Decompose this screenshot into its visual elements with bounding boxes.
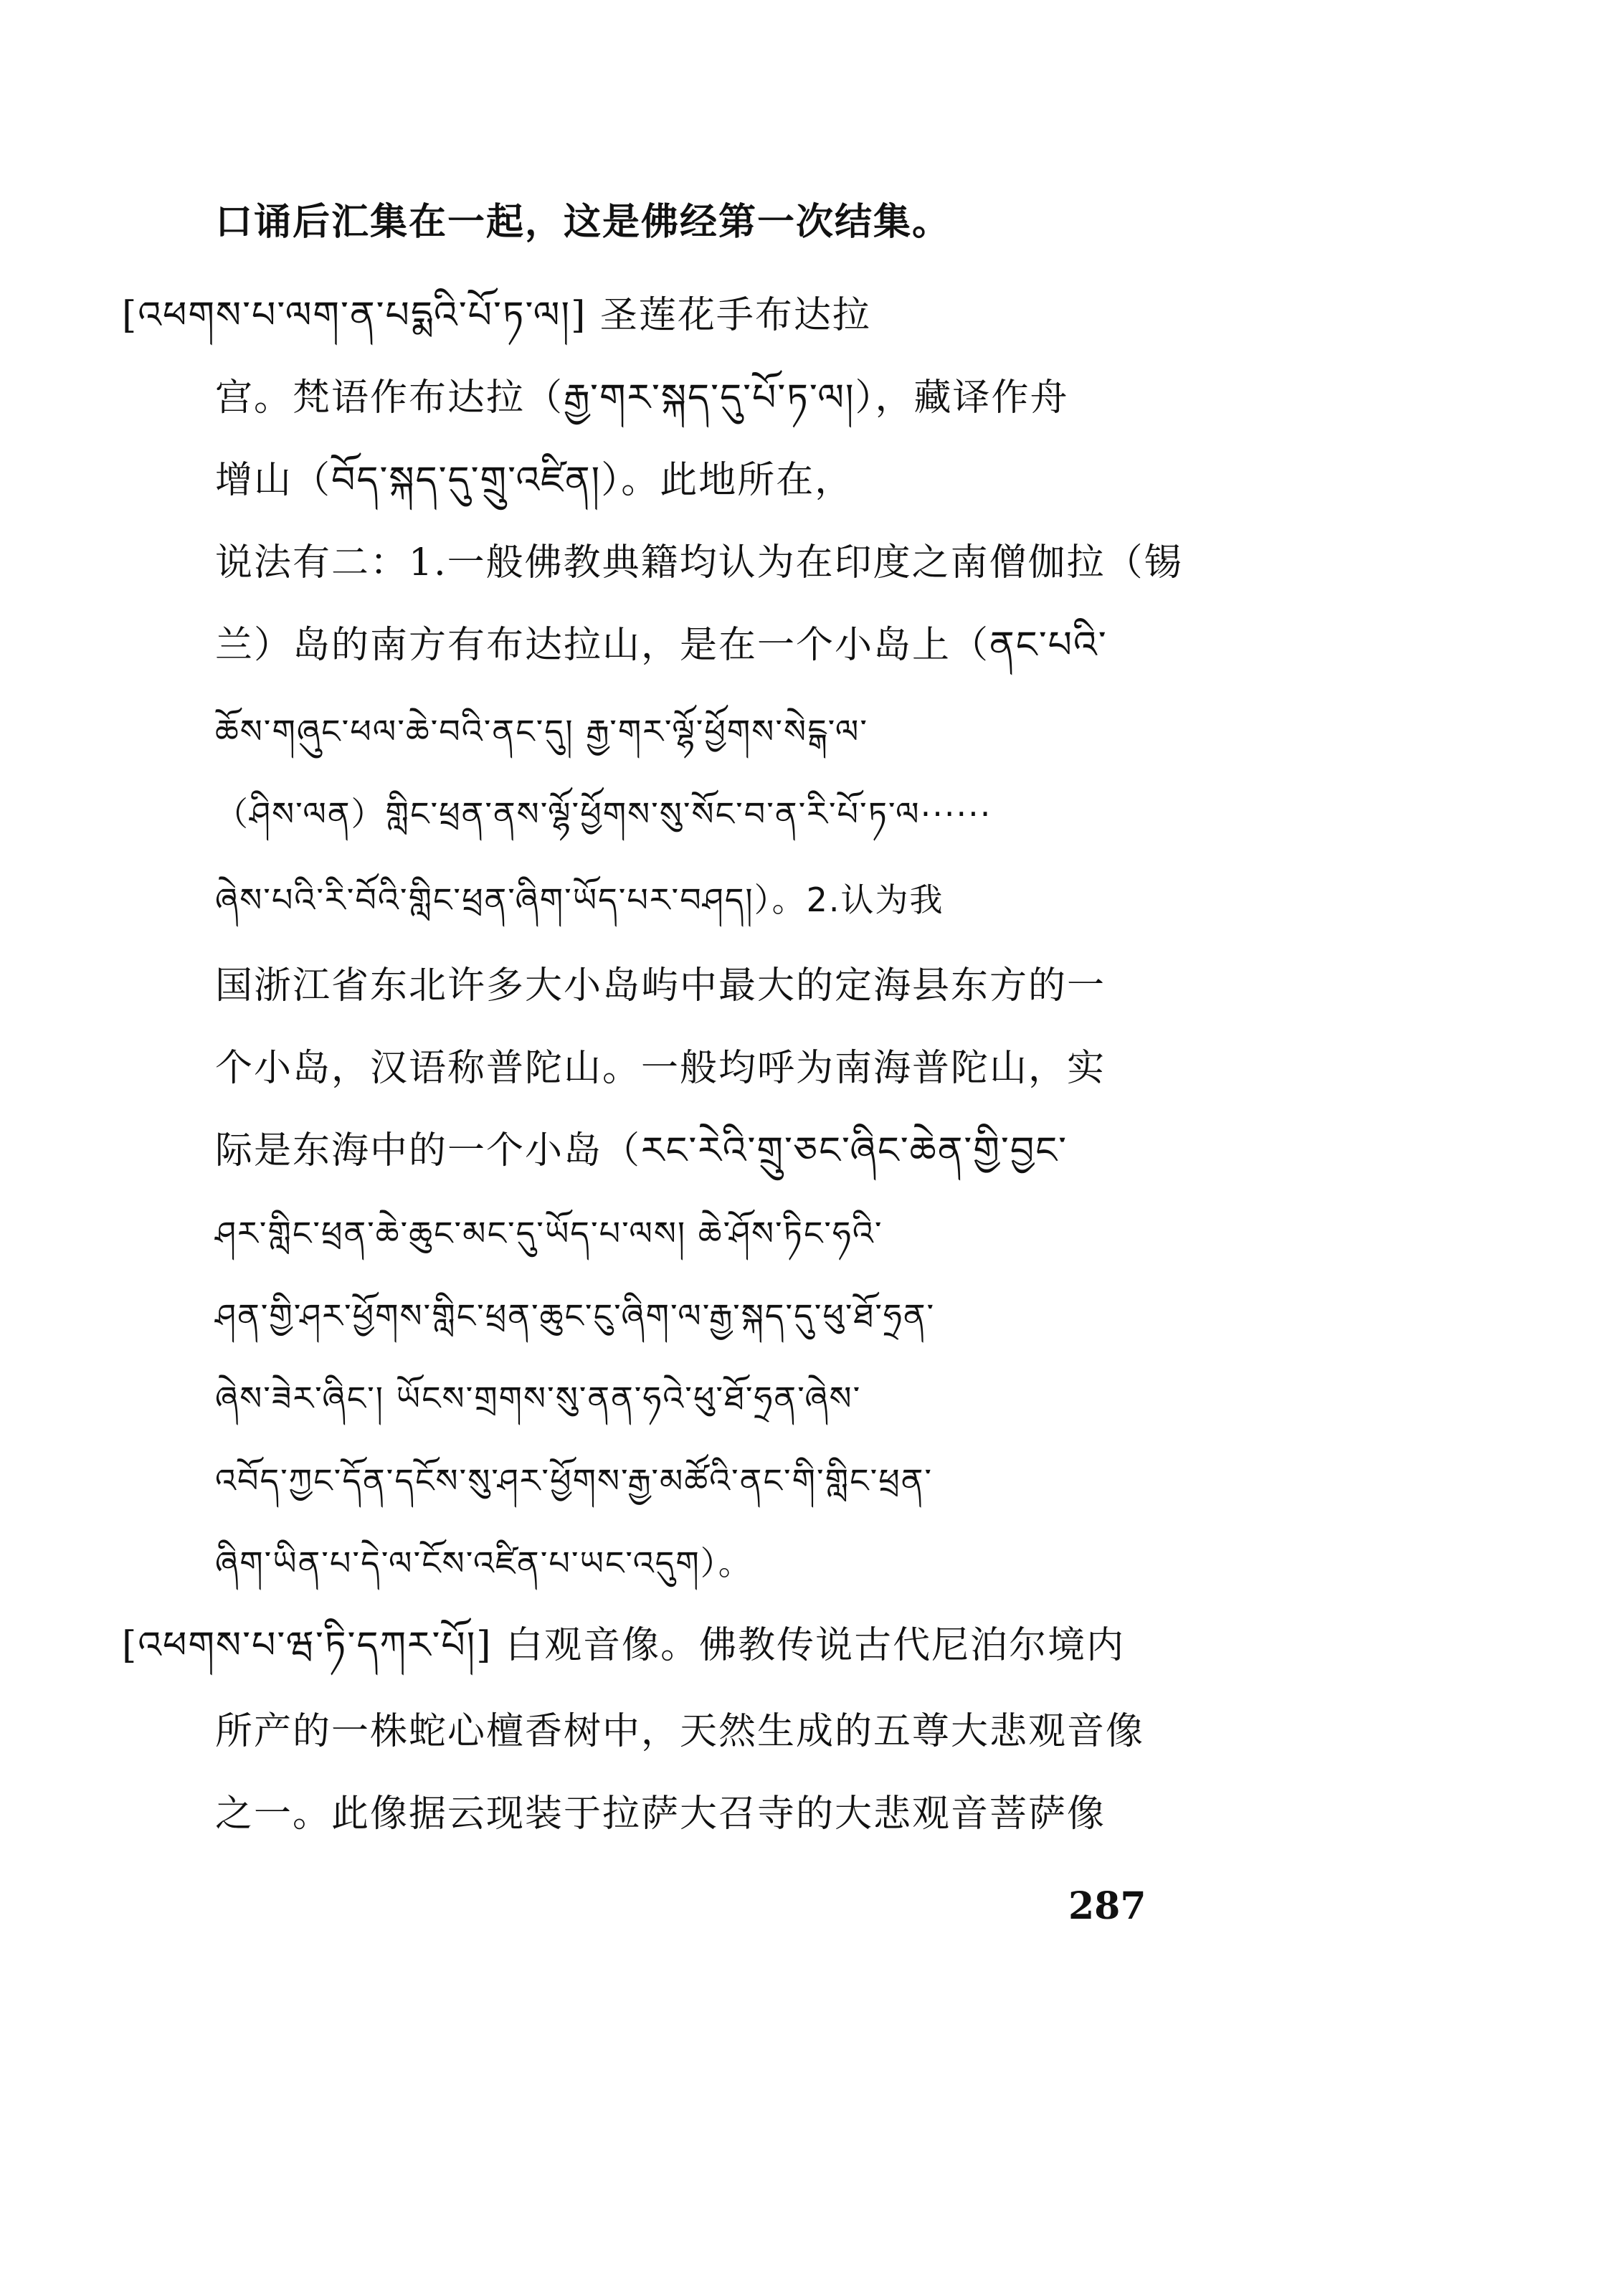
text-line-7: ཆོས་གཞུང་ཕལ་ཆེ་བའི་ནང་དུ། རྒྱ་གར་ལྷོ་ཕྱོགས་སེངྒ་ལ་ (215, 712, 869, 751)
text-line-15: ཞེས་ཟེར་ཞིང་། ཡོངས་གྲགས་སུ་ནན་ཧའེ་ཕུ་ཐོ་ཧྲན་ཞེས་ (215, 1379, 862, 1418)
text-line-10: 国浙江省东北许多大小岛屿中最大的定海县东方的一 (215, 964, 1106, 1007)
text-line-13: ཤར་གླིང་ཕྲན་ཆེ་ཆུང་མང་དུ་ཡོད་པ་ལས། ཆེ་ཤོས་ཏིང་ཧའི་ (215, 1214, 883, 1253)
text-line-11: 个小岛，汉语称普陀山。一般均呼为南海普陀山，实 (215, 1047, 1106, 1090)
text-line-5: 说法有二：1.一般佛教典籍均认为在印度之南僧伽拉（锡 (215, 541, 1183, 584)
text-line-8: （ཤིས་ལན）གླིང་ཕྲན་ནས་ལྷོ་ཕྱོགས་སུ་སོང་བ་ན་རི་པོ་ཏ་ལ······ (215, 794, 992, 833)
text-line-17: ཞིག་ཡིན་པ་དེ་ལ་ངོས་འཛིན་པ་ཡང་འདུག）。 (215, 1544, 753, 1582)
text-line-4: 增山（བོད་སྐད་དུ་གྲུ་འཛིན།）。此地所在， (215, 459, 854, 502)
text-line-6: 兰）岛的南方有布达拉山，是在一个小岛上（ནང་པའི་ (215, 624, 1108, 667)
text-line-19: 所产的一株蛇心檀香树中，天然生成的五尊大悲观音像 (215, 1710, 1145, 1753)
text-line-1: 口诵后汇集在一起，这是佛经第一次结集。 (215, 200, 951, 244)
text-line-9: ཞེས་པའི་རི་བོའི་གླིང་ཕྲན་ཞིག་ཡོད་པར་བཤད།）。2.认为我 (215, 880, 944, 919)
text-line-14: ཤན་གྱི་ཤར་ཕྱོགས་གླིང་ཕྲན་ཆུང་ངུ་ཞིག་ལ་རྒྱ་སྐད་དུ་ཕུ་ཐོ་ཧྲན་ (215, 1296, 936, 1335)
text-line-20: 之一。此像据云现装于拉萨大召寺的大悲观音菩萨像 (215, 1793, 1106, 1836)
page-number: 287 (1068, 1884, 1146, 1928)
text-line-12: 际是东海中的一个小岛（རང་རེའི་གྲུ་ཅང་ཞིང་ཆེན་གྱི་བྱང་ (215, 1129, 1068, 1172)
text-line-2: [འཕགས་པ་ལག་ན་པདྨའི་པོ་ཏ་ལ།] 圣莲花手布达拉 (122, 294, 871, 337)
text-line-16: འབོད་ཀྱང་དོན་དངོས་སུ་ཤར་ཕྱོགས་རྒྱ་མཚོའི་ནང་གི་གླིང་ཕྲན་ (215, 1461, 934, 1500)
text-line-18: [འཕགས་པ་ཝ་ཏི་དཀར་པོ།] 白观音像。佛教传说古代尼泊尔境内 (122, 1624, 1126, 1667)
text-line-3: 宫。梵语作布达拉（རྒྱ་གར་སྐད་དུ་པོ་ཏ་ལ།），藏译作舟 (215, 376, 1069, 419)
